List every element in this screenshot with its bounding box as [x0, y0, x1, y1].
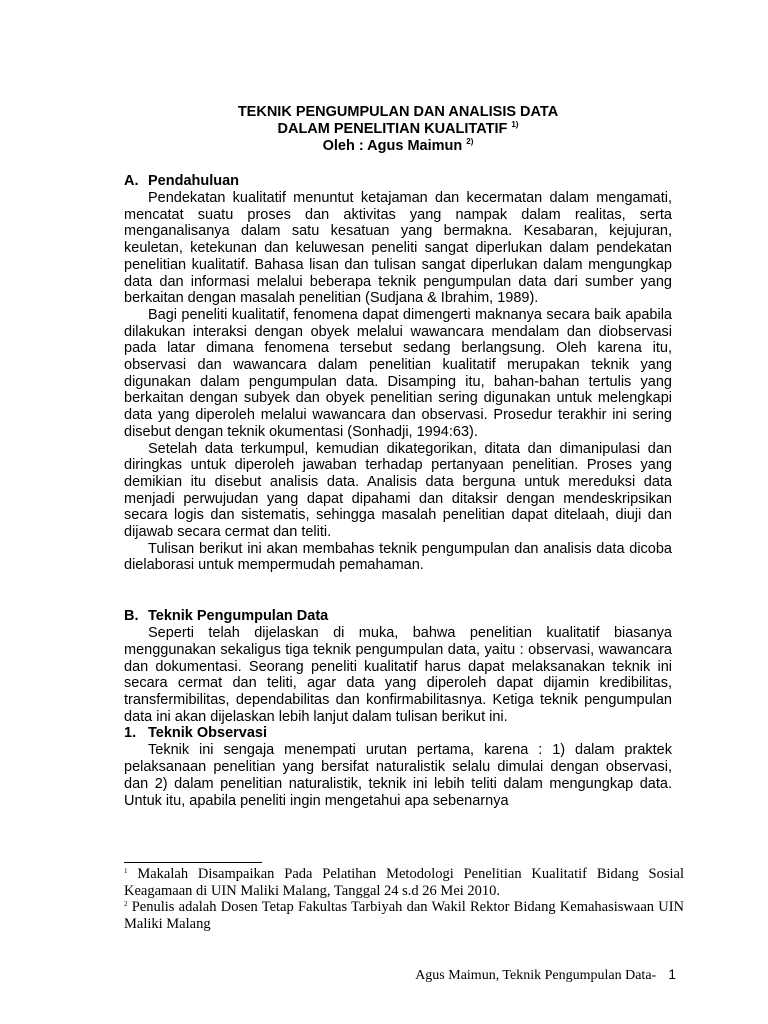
footnote-ref-1: 1)	[511, 120, 519, 129]
footnote-1: $^1$ Makalah Disampaikan Pada Pelatihan Metodologi Penelitian Kualitatif Bidang Sosial Keagamaan di UIN Maliki Malang, Tanggal 24 s.d 26 Mei 2010.	[124, 866, 684, 899]
section-a-paragraph-1: Pendekatan kualitatif menuntut ketajaman dan kecermatan dalam mengamati, mencatat suatu proses dan aktivitas yang nampak dalam realitas, serta menganalisanya dalam satu kesatuan yang bermakna. Kesabaran, kejujuran, keuletan, ketekunan dan keluwesan peneliti sangat diperlukan dalam pendekatan penelitian kualitatif. Bahasa lisan dan tulisan sangat diperlukan dalam mengungkap data dan informasi melalui beberapa teknik pengumpulan data dari sumber yang berkaitan dengan masalah penelitian (Sudjana & Ibrahim, 1989).	[124, 190, 672, 307]
footnote-2: $^2$ Penulis adalah Dosen Tetap Fakultas Tarbiyah dan Wakil Rektor Bidang Kemahasiswaan UIN Maliki Malang	[124, 899, 685, 933]
subsection-1-paragraph: Teknik ini sengaja menempati urutan pertama, karena : 1) dalam praktek pelaksanaan penelitian yang bersifat naturalistik selalu dimulai dengan observasi, dan 2) dalam penelitian naturalistik, teknik ini lebih teliti dalam mengungkap data. Untuk itu, apabila peneliti ingin mengetahui apa sebenarnya	[124, 742, 672, 809]
page-number: 1	[668, 966, 676, 982]
author-line: Oleh : Agus Maimun $^{2)}$	[322, 137, 474, 154]
title-line-1: TEKNIK PENGUMPULAN DAN ANALISIS DATA	[237, 104, 559, 120]
section-a-paragraph-3: Setelah data terkumpul, kemudian dikategorikan, ditata dan dimanipulasi dan diringkas untuk diperoleh jawaban terhadap pertanyaan penelitian. Proses yang demikian itu disebut analisis data. Analisis data berguna untuk mereduksi data menjadi perwujudan yang dapat dipahami dan ditaksir dengan mendeskripsikan secara logis dan sistematis, sehingga masalah penelitian dapat ditelaah, diuji dan dijawab secara cermat dan teliti.	[124, 440, 672, 541]
section-a-heading: A. Pendahuluan	[124, 173, 240, 189]
section-a-paragraph-2: Bagi peneliti kualitatif, fenomena dapat dimengerti maknanya secara baik apabila dilakukan interaksi dengan obyek melalui wawancara mendalam dan diobservasi pada latar dimana fenomena tersebut sedang berlangsung. Oleh karena itu, observasi dan wawancara dalam penelitian kualitatif merupakan teknik yang digunakan dalam pengumpulan data. Disamping itu, bahan-bahan tertulis yang berkaitan dengan subyek dan obyek penelitian sering digunakan untuk melengkapi data yang diperoleh melalui wawancara dan observasi. Prosedur terakhir ini sering disebut dengan teknik okumentasi (Sonhadji, 1994:63).	[124, 306, 672, 440]
subsection-1-heading: 1. Teknik Observasi	[124, 725, 268, 742]
footnote-ref-2: 2)	[466, 137, 474, 146]
page-body	[124, 104, 672, 809]
section-b-heading: B. Teknik Pengumpulan Data	[124, 608, 329, 625]
section-b-paragraph: Seperti telah dijelaskan di muka, bahwa penelitian kualitatif biasanya menggunakan sekaligus tiga teknik pengumpulan data, yaitu : observasi, wawancara dan dokumentasi. Seorang peneliti kualitatif harus dapat melaksanakan teknik ini secara cermat dan teliti, agar data yang diperoleh dapat dijamin kredibilitas, transfermibilitas, dependabilitas dan konfirmabilitasnya. Ketiga teknik pengumpulan data ini akan dijelaskan lebih lanjut dalam tulisan berikut ini.	[124, 625, 672, 725]
footnote-divider	[124, 862, 262, 863]
page-footer	[415, 966, 676, 984]
title-line-2: DALAM PENELITIAN KUALITATIF $^{1)}$	[277, 120, 519, 137]
running-title: Agus Maimun, Teknik Pengumpulan Data-	[415, 968, 657, 983]
section-a-paragraph-4: Tulisan berikut ini akan membahas teknik pengumpulan dan analisis data dicoba dielaborasi untuk mempermudah pemahaman.	[124, 540, 672, 574]
footnotes	[124, 866, 684, 933]
document-title	[124, 104, 672, 155]
